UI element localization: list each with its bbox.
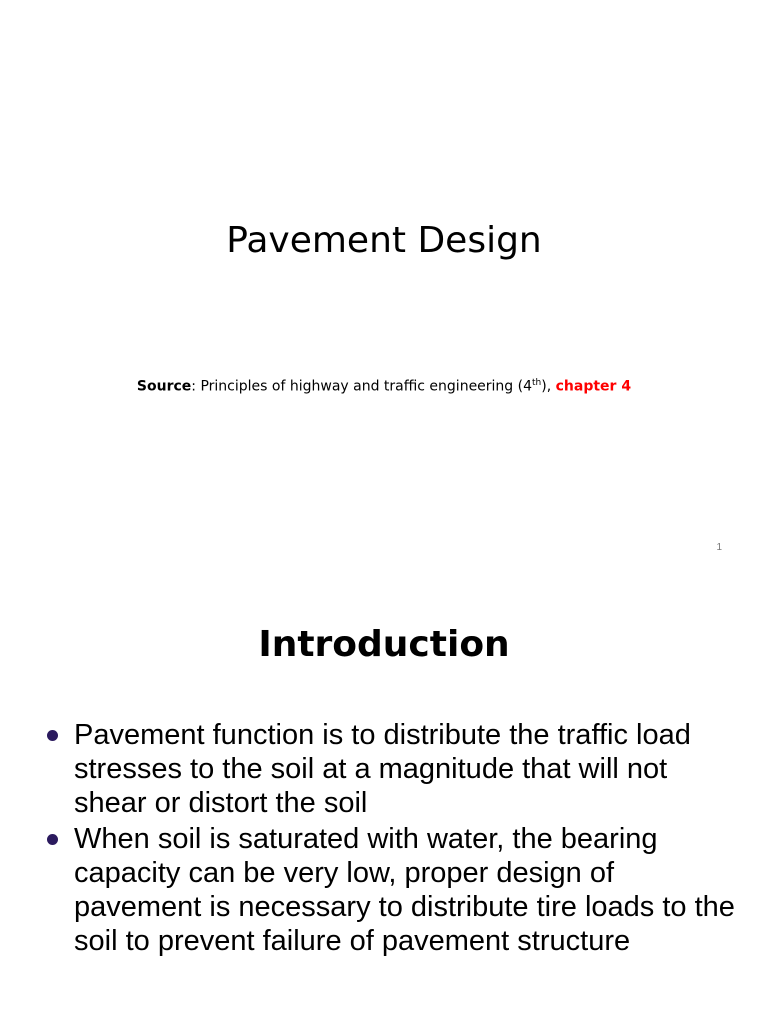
slide-introduction xyxy=(0,576,768,1024)
source-chapter: chapter 4 xyxy=(555,378,632,395)
bullet-dot-icon xyxy=(47,834,58,845)
bullet-text: Pavement function is to distribute the traffic load stresses to the soil at a magnitude that will not shear or distort the soil xyxy=(74,719,691,819)
bullet-text: When soil is saturated with water, the bearing capacity can be very low, proper design of pavement is necessary to distribute tire loads to the soil to prevent failure of pavement structure xyxy=(74,823,735,957)
list-item xyxy=(44,822,744,958)
source-text-close: ), xyxy=(541,378,556,395)
bullet-list xyxy=(44,718,744,960)
source-superscript: th xyxy=(532,378,542,388)
source-text: : Principles of highway and traffic engineering (4 xyxy=(191,378,533,395)
presentation-title: Pavement Design xyxy=(226,220,542,261)
slide-heading: Introduction xyxy=(258,624,510,665)
page-number: 1 xyxy=(716,542,722,553)
bullet-dot-icon xyxy=(47,730,58,741)
source-label: Source xyxy=(136,378,192,395)
source-citation xyxy=(0,378,768,395)
list-item xyxy=(44,718,744,820)
